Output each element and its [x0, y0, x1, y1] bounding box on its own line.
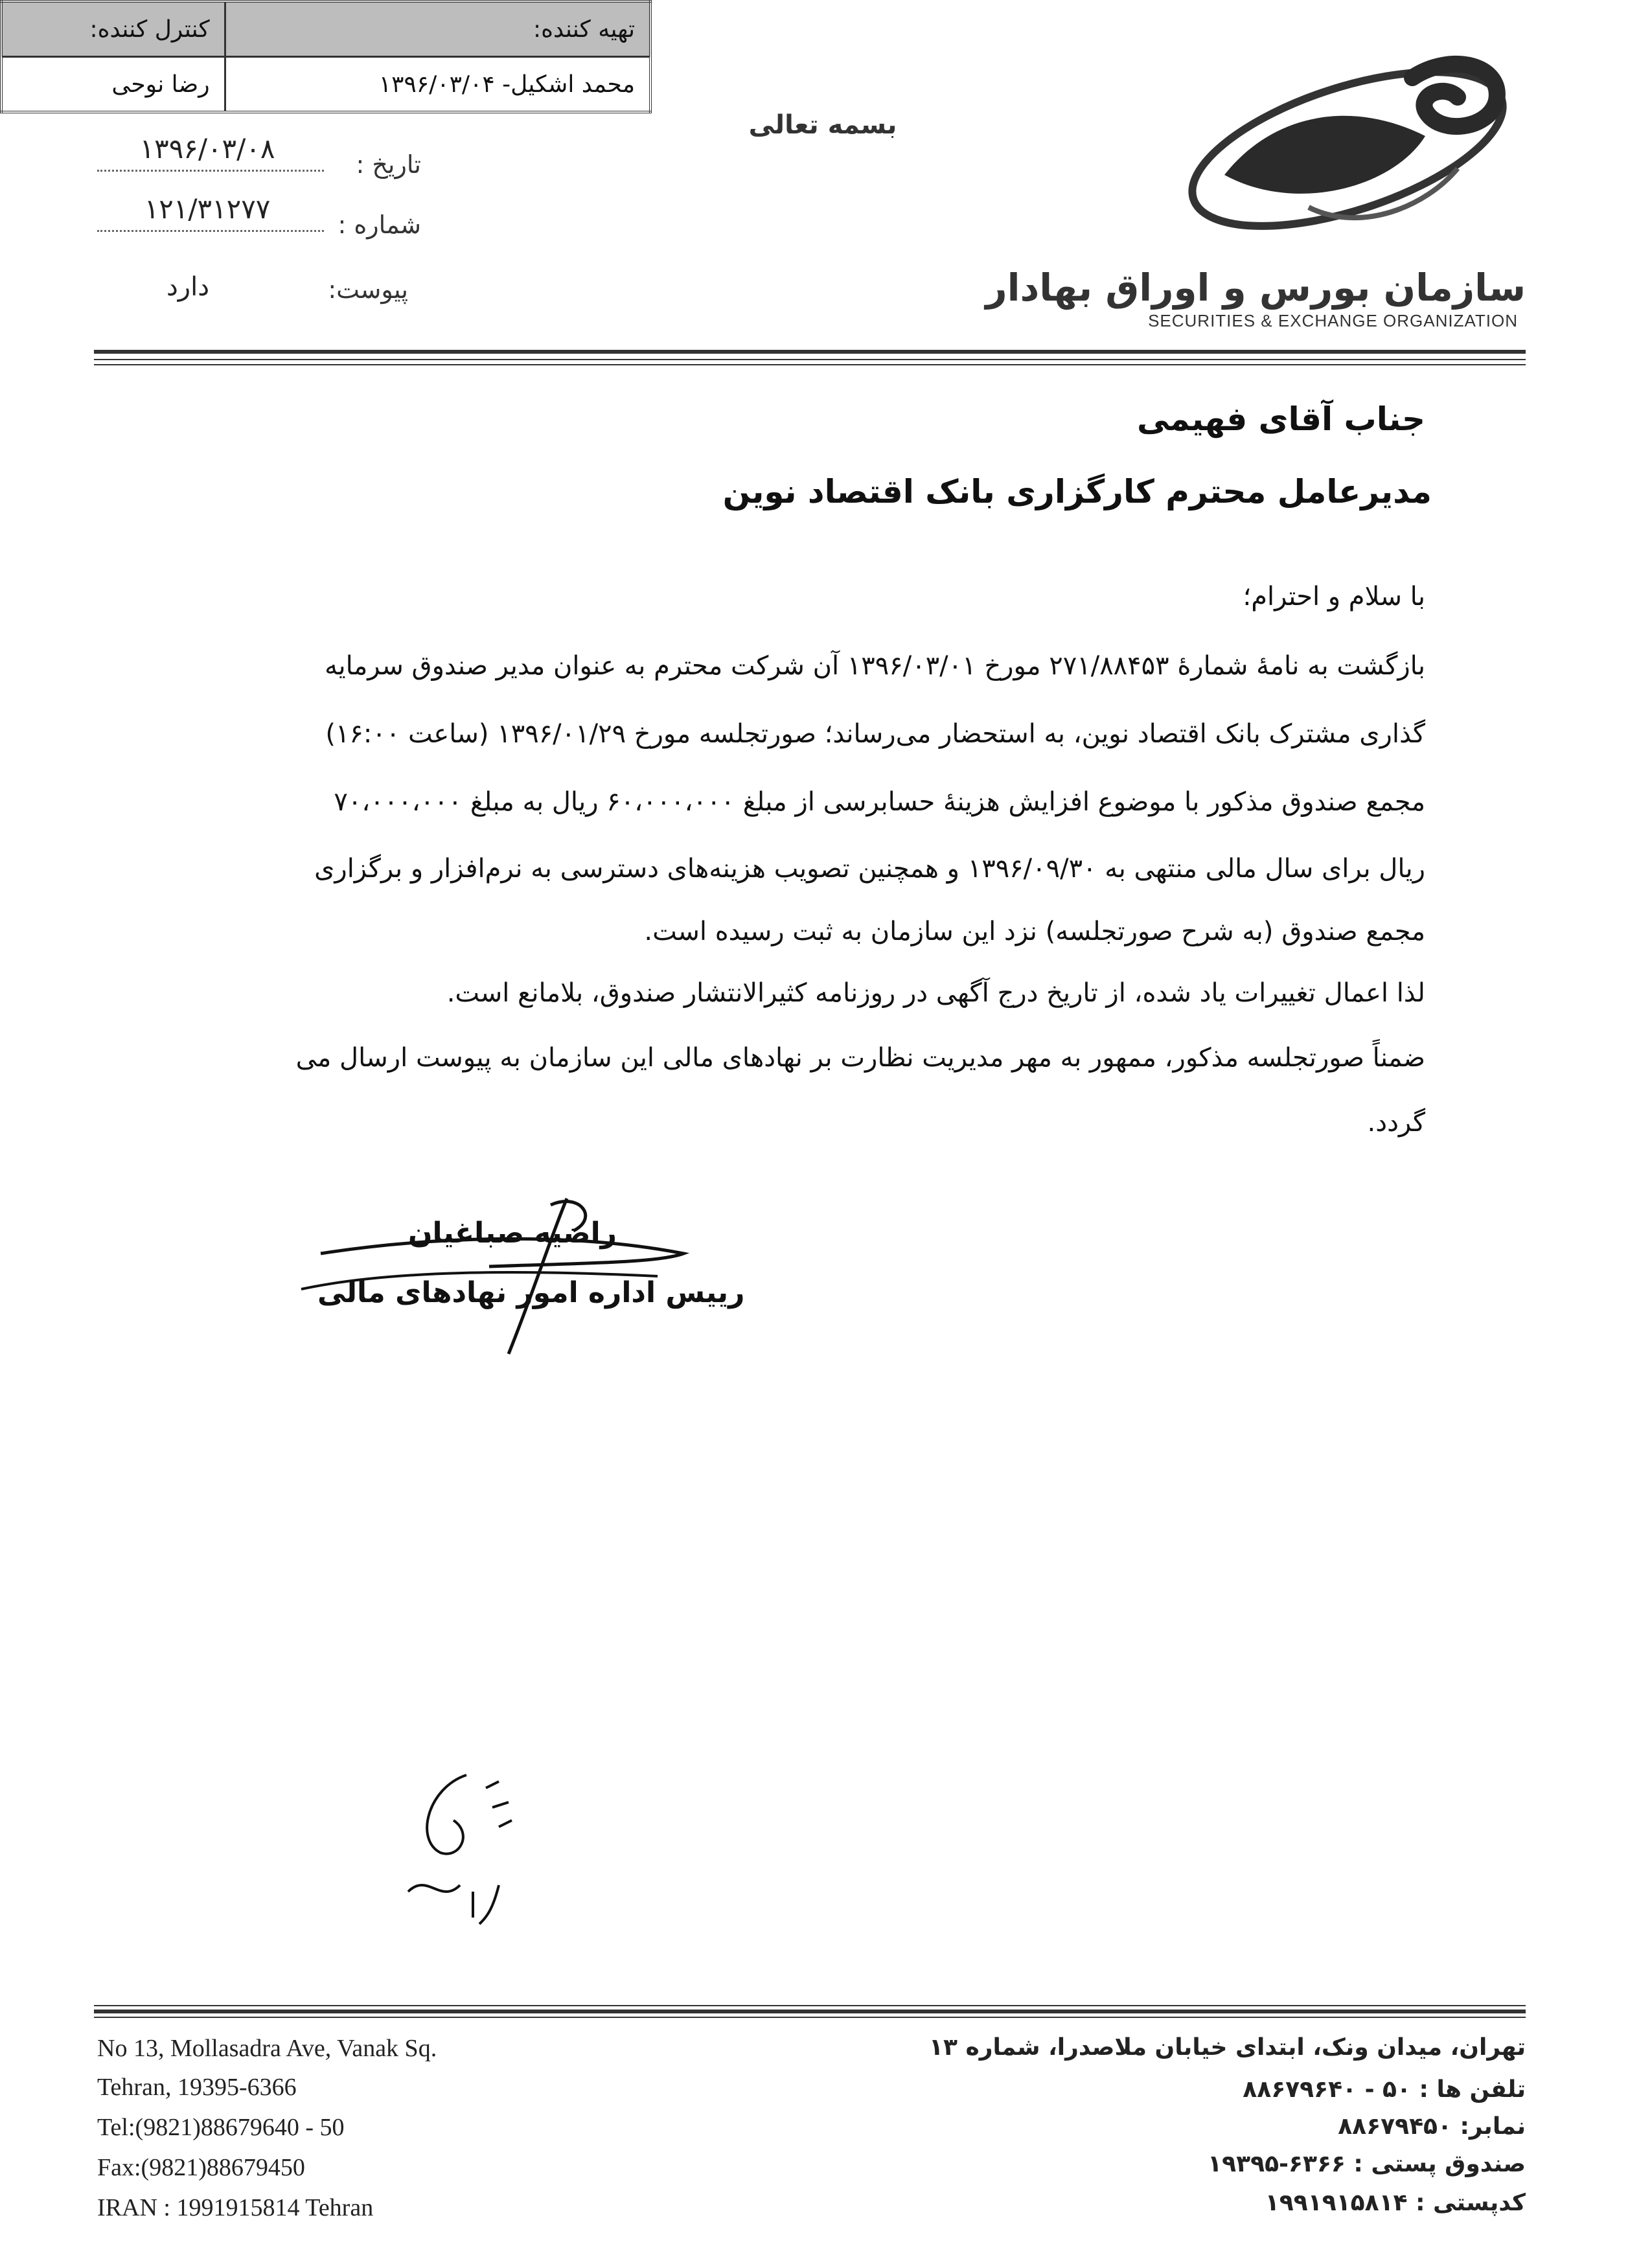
prepared-by-value: محمد اشکیل- ۱۳۹۶/۰۳/۰۴ — [225, 57, 650, 113]
footer-address-en: Tehran, 19395-6366 — [97, 2074, 297, 2101]
footer-pobox-fa: صندوق پستی : ۶۳۶۶-۱۹۳۹۵ — [1208, 2151, 1526, 2177]
date-dotted-line — [97, 170, 324, 172]
number-value: ۱۲۱/۳۱۲۷۷ — [144, 193, 271, 225]
header-divider-thick — [94, 350, 1526, 354]
signatory-title: رییس اداره امور نهادهای مالی — [317, 1276, 745, 1309]
org-name-fa: سازمان بورس و اوراق بهادار — [985, 266, 1526, 310]
attachment-label: پیوست: — [328, 275, 408, 304]
footer-fax-en: Fax:(9821)88679450 — [97, 2154, 305, 2181]
attachment-value: دارد — [166, 272, 210, 302]
footer-postal-en: IRAN : 1991915814 Tehran — [97, 2194, 374, 2221]
footer-divider-thin-2 — [94, 2017, 1526, 2018]
preparation-table — [0, 0, 652, 113]
date-label: تاریخ : — [356, 150, 421, 179]
body-line: مجمع صندوق (به شرح صورتجلسه) نزد این سازمان به ثبت رسیده است. — [644, 917, 1425, 946]
sec-logo-icon — [1179, 39, 1542, 253]
prepared-by-header: تهیه کننده: — [225, 1, 650, 57]
footer-tel-en: Tel:(9821)88679640 - 50 — [97, 2114, 345, 2141]
handwritten-note-icon — [389, 1762, 557, 1930]
footer-tel-fa: تلفن ها : ۵۰ - ۸۸۶۷۹۶۴۰ — [1243, 2076, 1526, 2103]
footer-postal-fa: کدپستی : ۱۹۹۱۹۱۵۸۱۴ — [1265, 2190, 1526, 2216]
basmala-heading: بسمه تعالی — [748, 110, 897, 140]
header-divider-thin — [94, 359, 1526, 360]
body-line: ریال برای سال مالی منتهی به ۱۳۹۶/۰۹/۳۰ و همچنین تصویب هزینه‌های دسترسی به نرم‌افزار و برگزاری — [314, 854, 1425, 884]
header-divider-thin-2 — [94, 364, 1526, 365]
footer-divider-thick — [94, 2010, 1526, 2013]
signature-scribble-icon — [295, 1192, 696, 1360]
table-row — [1, 57, 650, 113]
signatory-name: راضیه صباغیان — [408, 1217, 617, 1250]
footer-divider-thin — [94, 2005, 1526, 2006]
checked-by-header: کنترل کننده: — [1, 1, 225, 57]
checked-by-value: رضا نوحی — [1, 57, 225, 113]
body-line: گردد. — [1367, 1108, 1425, 1138]
greeting: با سلام و احترام؛ — [1243, 582, 1425, 612]
body-line: لذا اعمال تغییرات یاد شده، از تاریخ درج آگهی در روزنامه کثیرالانتشار صندوق، بلامانع است. — [446, 978, 1425, 1008]
body-line: بازگشت به نامهٔ شمارهٔ ۲۷۱/۸۸۴۵۳ مورخ ۱۳۹۶/۰۳/۰۱ آن شرکت محترم به عنوان مدیر صندوق سرمایه — [325, 651, 1425, 681]
table-header-row — [1, 1, 650, 57]
org-name-en: SECURITIES & EXCHANGE ORGANIZATION — [1148, 311, 1518, 330]
footer-address-fa: تهران، میدان ونک، ابتدای خیابان ملاصدرا، شماره ۱۳ — [929, 2034, 1526, 2061]
body-line: گذاری مشترک بانک اقتصاد نوین، به استحضار می‌رساند؛ صورتجلسه مورخ ۱۳۹۶/۰۱/۲۹ (ساعت ۱۶:۰۰) — [325, 719, 1425, 749]
footer-address-en: No 13, Mollasadra Ave, Vanak Sq. — [97, 2035, 437, 2062]
number-dotted-line — [97, 230, 324, 232]
number-label: شماره : — [338, 211, 421, 239]
addressee-position: مدیرعامل محترم کارگزاری بانک اقتصاد نوین — [722, 473, 1432, 510]
date-value: ۱۳۹۶/۰۳/۰۸ — [139, 133, 275, 165]
body-line: ضمناً صورتجلسه مذکور، ممهور به مهر مدیریت نظارت بر نهادهای مالی این سازمان به پیوست ارسال می — [295, 1043, 1425, 1073]
body-line: مجمع صندوق مذکور با موضوع افزایش هزینهٔ حسابرسی از مبلغ ۶۰،۰۰۰،۰۰۰ ریال به مبلغ ۷۰،۰۰۰،۰۰۰ — [334, 787, 1425, 817]
addressee: جناب آقای فهیمی — [1136, 400, 1425, 438]
footer-fax-fa: نمابر: ۸۸۶۷۹۴۵۰ — [1338, 2113, 1526, 2140]
